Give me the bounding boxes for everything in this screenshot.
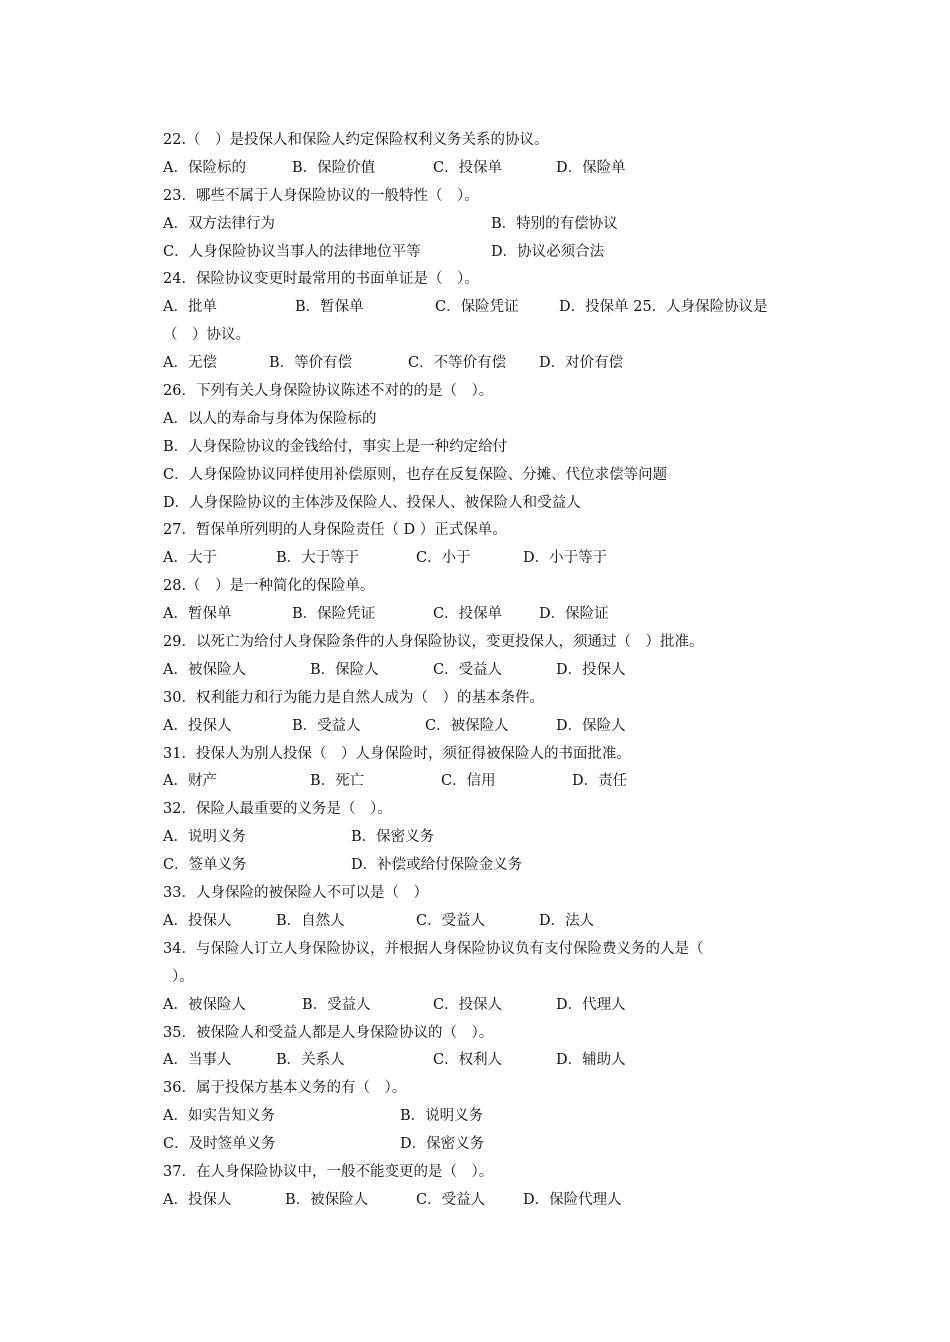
option-d: D．人身保险协议的主体涉及保险人、投保人、被保险人和受益人: [163, 494, 581, 511]
option-c: C．小于: [416, 550, 471, 567]
option-a: A．投保人: [163, 912, 232, 929]
option-a: A．当事人: [163, 1052, 232, 1069]
option-d: D．代理人: [556, 996, 626, 1013]
document-page: [163, 127, 793, 1215]
question-25-stem-continued: （ ）协议。: [163, 327, 250, 344]
question-33-stem: 33．人身保险的被保险人不可以是（ ）: [163, 885, 428, 902]
question-37-stem: 37．在人身保险协议中，一般不能变更的是（ ）。: [163, 1163, 494, 1180]
question-35-stem: 35．被保险人和受益人都是人身保险协议的（ ）。: [163, 1024, 494, 1041]
question-25-options: [163, 350, 793, 378]
option-c: C．被保险人: [425, 717, 509, 734]
option-d: D．投保单 25．人身保险协议是: [559, 299, 768, 316]
option-d: D．保险代理人: [523, 1191, 622, 1208]
question-23-stem: 23．哪些不属于人身保险协议的一般特性（ ）。: [163, 187, 479, 204]
question-35-options: [163, 1047, 793, 1075]
question-37-options: [163, 1187, 793, 1215]
question-34-stem-continued: ）。: [172, 968, 194, 985]
question-26-stem: 26．下列有关人身保险协议陈述不对的的是（ ）。: [163, 383, 494, 400]
option-b: B．等价有偿: [269, 355, 353, 372]
option-b: B．关系人: [276, 1052, 345, 1069]
question-36-stem: 36．属于投保方基本义务的有（ ）。: [163, 1080, 407, 1097]
option-d: D．小于等于: [523, 550, 608, 567]
option-a: A．大于: [163, 550, 217, 567]
option-c: C．投保单: [433, 159, 503, 176]
option-c: C．投保单: [433, 606, 503, 623]
option-c: C．权利人: [433, 1052, 503, 1069]
option-a: A．双方法律行为: [163, 215, 275, 232]
question-24-options: [163, 294, 793, 322]
option-a: A．说明义务: [163, 829, 246, 846]
option-d: D．投保人: [556, 661, 626, 678]
question-36-options-row2: [163, 1131, 793, 1159]
question-29-options: [163, 657, 793, 685]
option-d: D．保密义务: [400, 1136, 485, 1153]
option-b: B．被保险人: [285, 1191, 369, 1208]
option-d: D．保险单: [556, 159, 626, 176]
option-a: A．被保险人: [163, 661, 246, 678]
question-31-options: [163, 768, 793, 796]
option-a: A．如实告知义务: [163, 1108, 275, 1125]
option-a: A．暂保单: [163, 606, 232, 623]
option-c: C．保险凭证: [435, 299, 519, 316]
option-c: C．受益人: [416, 1191, 486, 1208]
question-32-options-row1: [163, 824, 793, 852]
option-c: C．及时签单义务: [163, 1136, 276, 1153]
option-a: A．保险标的: [163, 159, 246, 176]
option-c: C．人身保险协议当事人的法律地位平等: [163, 243, 421, 260]
option-c: C．信用: [441, 773, 496, 790]
option-d: D．保险人: [556, 717, 626, 734]
question-22-options: [163, 155, 793, 183]
option-b: B．受益人: [292, 717, 361, 734]
option-d: D．辅助人: [556, 1052, 626, 1069]
question-31-stem: 31．投保人为别人投保（ ）人身保险时，须征得被保险人的书面批准。: [163, 745, 631, 762]
question-33-options: [163, 908, 793, 936]
option-a: A．无偿: [163, 355, 217, 372]
option-c: C．人身保险协议同样使用补偿原则，也存在反复保险、分摊、代位求偿等问题: [163, 466, 668, 483]
option-c: C．受益人: [433, 661, 503, 678]
option-c: C．不等价有偿: [408, 355, 507, 372]
question-29-stem: 29．以死亡为给付人身保险条件的人身保险协议，变更投保人，须通过（ ）批准。: [163, 634, 704, 651]
option-b: B．说明义务: [400, 1108, 484, 1125]
option-b: B．特别的有偿协议: [491, 215, 618, 232]
question-36-options-row1: [163, 1103, 793, 1131]
option-a: A．投保人: [163, 717, 232, 734]
option-b: B．保密义务: [351, 829, 435, 846]
option-b: B．保险价值: [292, 159, 376, 176]
question-27-options: [163, 545, 793, 573]
question-30-options: [163, 713, 793, 741]
option-b: B．暂保单: [295, 299, 364, 316]
option-d: D．法人: [539, 912, 595, 929]
option-b: B．保险凭证: [292, 606, 376, 623]
question-23-options-row1: [163, 211, 793, 239]
question-22-stem: 22.（ ）是投保人和保险人约定保险权利义务关系的协议。: [163, 132, 549, 148]
question-34-stem: 34．与保险人订立人身保险协议，并根据人身保险协议负有支付保险费义务的人是（: [163, 940, 704, 957]
question-32-options-row2: [163, 852, 793, 880]
option-d: D．保险证: [539, 606, 609, 623]
option-a: A．被保险人: [163, 996, 246, 1013]
question-32-stem: 32．保险人最重要的义务是（ ）。: [163, 801, 392, 818]
option-c: C．受益人: [416, 912, 486, 929]
option-a: A．投保人: [163, 1191, 232, 1208]
option-d: D．协议必须合法: [491, 243, 605, 260]
question-28-options: [163, 601, 793, 629]
question-28-stem: 28.（ ）是一种简化的保险单。: [163, 578, 375, 595]
question-24-stem: 24．保险协议变更时最常用的书面单证是（ ）。: [163, 271, 479, 288]
option-d: D．对价有偿: [539, 355, 624, 372]
option-b: B．死亡: [310, 773, 365, 790]
question-27-stem: 27．暂保单所列明的人身保险责任（ D ）正式保单。: [163, 522, 507, 539]
option-b: B．自然人: [276, 912, 345, 929]
option-a: A．财产: [163, 773, 217, 790]
option-c: C．投保人: [433, 996, 503, 1013]
option-a: A．批单: [163, 299, 217, 316]
option-b: B．大于等于: [276, 550, 360, 567]
option-d: D．补偿或给付保险金义务: [351, 857, 523, 874]
option-b: B．受益人: [302, 996, 371, 1013]
option-b: B．人身保险协议的金钱给付，事实上是一种约定给付: [163, 438, 508, 455]
option-b: B．保险人: [310, 661, 379, 678]
option-a: A．以人的寿命与身体为保险标的: [163, 410, 377, 427]
option-c: C．签单义务: [163, 857, 247, 874]
option-d: D．责任: [572, 773, 628, 790]
question-30-stem: 30．权利能力和行为能力是自然人成为（ ）的基本条件。: [163, 689, 544, 706]
question-23-options-row2: [163, 239, 793, 267]
question-34-options: [163, 992, 793, 1020]
